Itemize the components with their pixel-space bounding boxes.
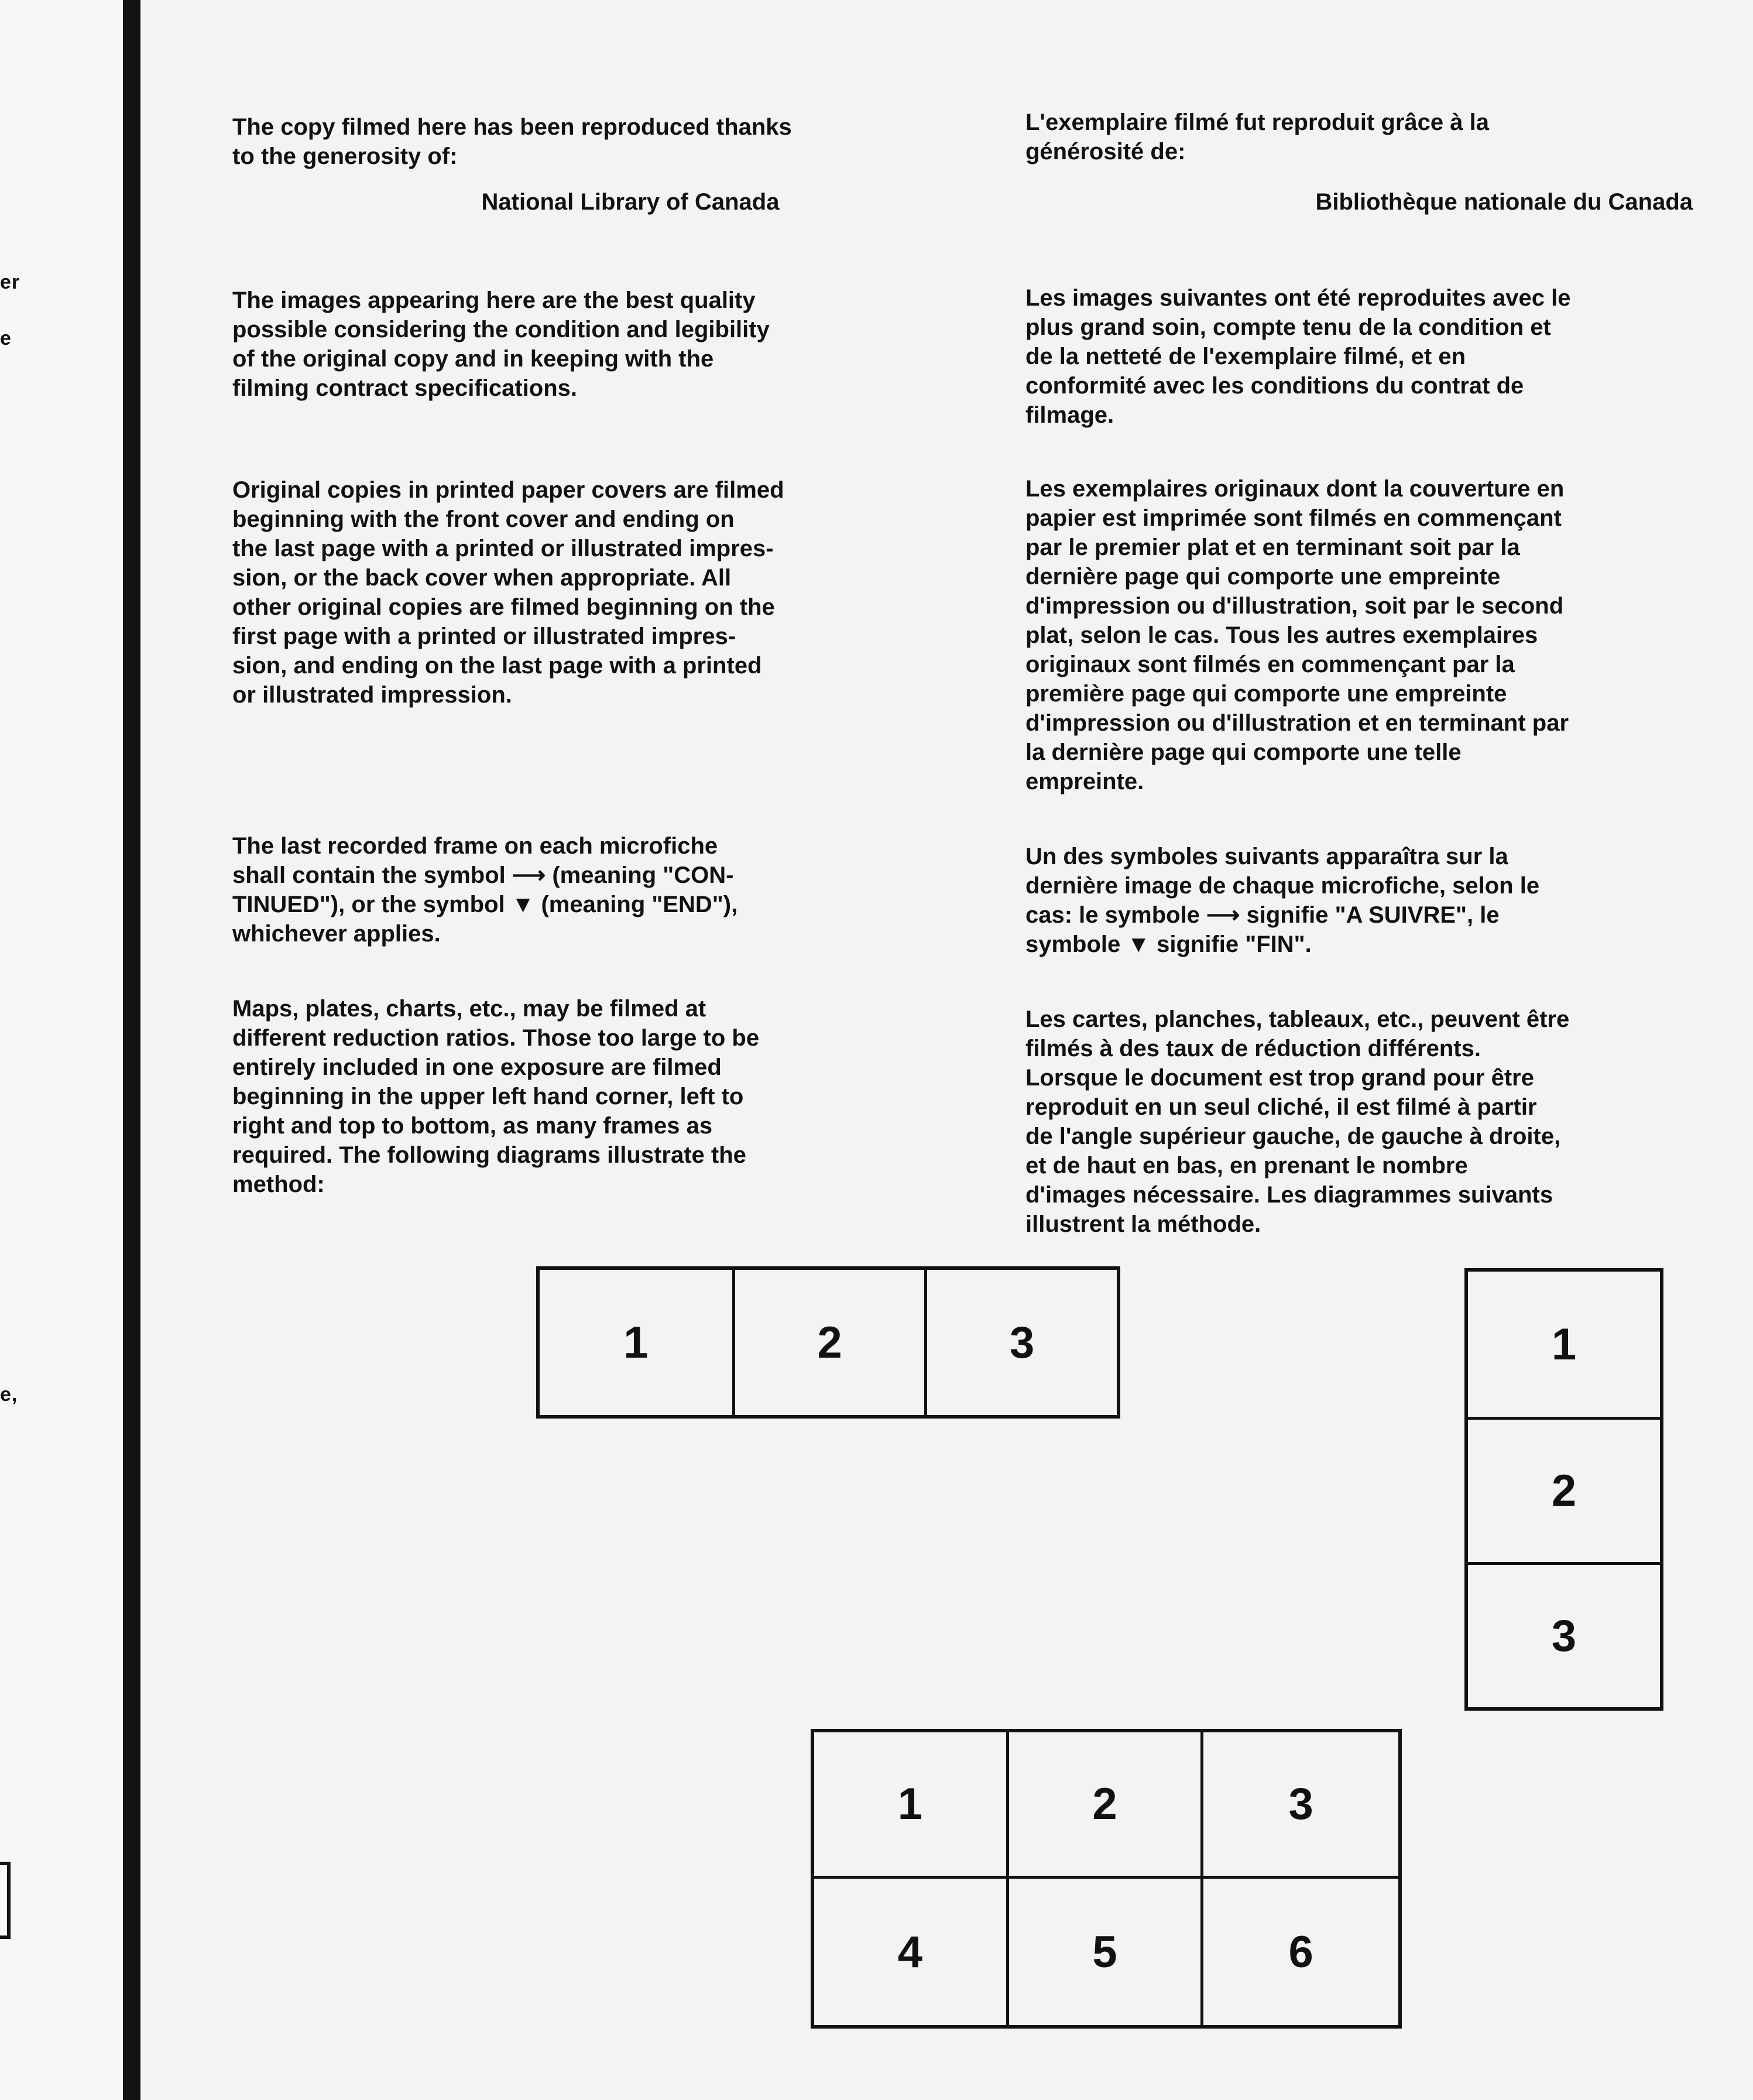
english-symbols-paragraph: The last recorded frame on each microfiche shall contain the symbol ⟶ (meaning "CON- TINUED"), or the symbol ▼ (meaning "END"), whichever applies.: [232, 833, 738, 947]
horizontal-frame-diagram: [536, 1266, 1120, 1419]
frame-cell: 1: [623, 1317, 649, 1368]
frame-cell: 1: [814, 1732, 1009, 1879]
french-maps-paragraph: Les cartes, planches, tableaux, etc., peuvent être filmés à des taux de réduction différents. Lorsque le document est trop grand pour être reproduit en un seul cliché, il est filmé à partir de l'angle supérieur gauche, de gauche à droite, et de haut en bas, en prenant le nombre d'images nécessaire. Les diagrammes suivants illustrent la méthode.: [1025, 1006, 1570, 1237]
english-maps-paragraph: Maps, plates, charts, etc., may be filmed at different reduction ratios. Those too large to be entirely included in one exposure are filmed beginning in the upper left hand corner, left to right and top to bottom, as many frames as required. The following diagrams illustrate the method:: [232, 996, 760, 1197]
french-symbols-paragraph: Un des symboles suivants apparaîtra sur la dernière image de chaque microfiche, selon le cas: le symbole ⟶ signifie "A SUIVRE", le symbole ▼ signifie "FIN".: [1025, 844, 1540, 957]
frame-cell: 5: [1009, 1879, 1204, 2025]
vertical-frame-diagram: [1464, 1268, 1663, 1711]
frame-cell: 3: [924, 1270, 1117, 1415]
margin-fragment: er: [0, 271, 20, 293]
english-column: [232, 112, 982, 1199]
frame-cell: 6: [1288, 1927, 1313, 1977]
margin-fragment: e: [0, 327, 12, 350]
frame-cell: 4: [814, 1879, 1009, 2025]
margin-box: [0, 1862, 11, 1939]
french-institution: Bibliothèque nationale du Canada: [1315, 189, 1693, 215]
french-quality-paragraph: Les images suivantes ont été reproduites avec le plus grand soin, compte tenu de la condition et de la netteté de l'exemplaire filmé, et en conformité avec les conditions du contrat de filmage.: [1025, 285, 1571, 428]
frame-cell: 3: [1468, 1562, 1660, 1707]
document-page: [140, 0, 1753, 2100]
frame-cell: 3: [1203, 1732, 1398, 1879]
frame-cell: 2: [732, 1270, 925, 1415]
frame-cell: 2: [1468, 1417, 1660, 1562]
english-quality-paragraph: The images appearing here are the best quality possible considering the condition and legibility of the original copy and in keeping with the filming contract specifications.: [232, 287, 770, 401]
french-originals-paragraph: Les exemplaires originaux dont la couverture en papier est imprimée sont filmés en commençant par le premier plat et en terminant soit par la dernière page qui comporte une empreinte d'impression ou d'illustration, soit par le second plat, selon le cas. Tous les autres exemplaires originaux sont filmés en commençant par la première page qui comporte une empreinte d'impression ou d'illustration et en terminant par la dernière page qui comporte une telle empreinte.: [1025, 476, 1569, 794]
adjacent-page-strip: [0, 0, 123, 2100]
frame-cell: 1: [1551, 1319, 1577, 1369]
english-institution: National Library of Canada: [481, 189, 780, 215]
french-intro: L'exemplaire filmé fut reproduit grâce à la générosité de:: [1025, 109, 1489, 165]
grid-frame-diagram: [811, 1729, 1402, 2029]
page-frame-edge: [123, 0, 140, 2100]
french-column: [1025, 108, 1693, 1239]
english-intro: The copy filmed here has been reproduced thanks to the generosity of:: [232, 114, 792, 169]
frame-cell: 2: [1009, 1732, 1204, 1879]
margin-fragment: e,: [0, 1383, 18, 1406]
english-originals-paragraph: Original copies in printed paper covers are filmed beginning with the front cover and ending on the last page with a printed or illustrated impres- sion, or the back cover when appropriate. All other original copies are filmed beginning on the first page with a printed or illustrated impres- sion, and ending on the last page with a printed or illustrated impression.: [232, 477, 784, 708]
